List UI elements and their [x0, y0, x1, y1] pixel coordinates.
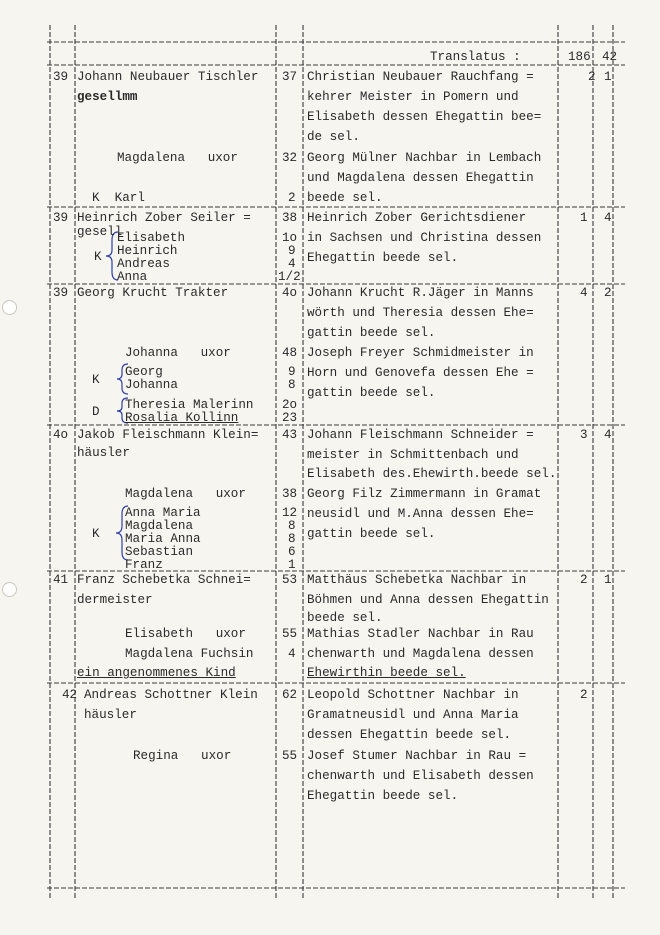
- entry-name: gesellmm: [77, 90, 138, 104]
- parents-line: dessen Ehegattin beede sel.: [307, 728, 512, 742]
- parents-line: kehrer Meister in Pomern und: [307, 90, 519, 104]
- wife-parents-line: Mathias Stadler Nachbar in Rau: [307, 627, 534, 641]
- wife-parents-line: Georg Mülner Nachbar in Lembach: [307, 151, 542, 165]
- wife-parents-line: Georg Filz Zimmermann in Gramat: [307, 487, 542, 501]
- child-name: Johanna: [125, 378, 178, 392]
- header-col-a: 186: [568, 50, 591, 64]
- entry-number: 39: [53, 286, 69, 300]
- child-name: Elisabeth: [117, 231, 186, 245]
- entry-name: Johann Neubauer Tischler: [77, 70, 259, 84]
- entry-name: dermeister: [77, 593, 153, 607]
- adopted-child-name: Magdalena Fuchsin: [125, 647, 254, 661]
- child-mark: K: [92, 373, 100, 387]
- wife-name: Johanna uxor: [125, 346, 231, 360]
- d-child-age: 23: [282, 411, 298, 425]
- wife-name: Elisabeth uxor: [125, 627, 246, 641]
- entry-number: 42: [62, 688, 78, 702]
- wife-age: 32: [282, 151, 298, 165]
- child-age: 2: [288, 191, 296, 205]
- d-child-age: 2o: [282, 398, 298, 412]
- child-line: K Karl: [92, 191, 145, 205]
- entry-number: 39: [53, 70, 69, 84]
- parents-line: Gramatneusidl und Anna Maria: [307, 708, 519, 722]
- entry-age: 43: [282, 428, 298, 442]
- parents-line: Matthäus Schebetka Nachbar in: [307, 573, 527, 587]
- wife-parents-line: und Magdalena dessen Ehegattin: [307, 171, 534, 185]
- header-col-b: 42: [602, 50, 618, 64]
- wife-age: 55: [282, 749, 298, 763]
- wife-parents-line: Ehewirthin beede sel.: [307, 666, 466, 680]
- wife-name: Regina uxor: [133, 749, 232, 763]
- parents-line: Böhmen und Anna dessen Ehegattin: [307, 593, 549, 607]
- parents-line: in Sachsen und Christina dessen: [307, 231, 542, 245]
- parents-line: Johann Krucht R.Jäger in Manns: [307, 286, 534, 300]
- value-a: 3: [580, 428, 588, 442]
- child-age: 12: [282, 506, 298, 520]
- wife-parents-line: chenwarth und Elisabeth dessen: [307, 769, 534, 783]
- d-mark: D: [92, 405, 100, 419]
- parents-line: gattin beede sel.: [307, 326, 436, 340]
- wife-parents-line: Horn und Genovefa dessen Ehe =: [307, 366, 534, 380]
- adopted-child-note: ein angenommenes Kind: [77, 666, 236, 680]
- wife-parents-line: Joseph Freyer Schmidmeister in: [307, 346, 534, 360]
- value-a: 2: [580, 573, 588, 587]
- value-a: 4: [580, 286, 588, 300]
- child-name: Maria Anna: [125, 532, 201, 546]
- value-b: 1: [604, 573, 612, 587]
- child-age: 8: [288, 519, 296, 533]
- entry-name: häusler: [77, 446, 130, 460]
- wife-name: Magdalena uxor: [125, 487, 246, 501]
- parents-line: Elisabeth dessen Ehegattin bee=: [307, 110, 542, 124]
- child-name: Magdalena: [125, 519, 194, 533]
- parents-line: beede sel.: [307, 611, 383, 625]
- child-age: 9: [288, 365, 296, 379]
- parents-line: meister in Schmittenbach und: [307, 448, 519, 462]
- child-name: Andreas: [117, 257, 170, 271]
- child-name: Heinrich: [117, 244, 178, 258]
- child-age: 1o: [282, 231, 298, 245]
- entry-name: Heinrich Zober Seiler =: [77, 211, 251, 225]
- parents-line: wörth und Theresia dessen Ehe=: [307, 306, 534, 320]
- value-b: 1: [604, 70, 612, 84]
- child-name: Franz: [125, 558, 163, 572]
- child-name: Anna: [117, 270, 148, 284]
- d-child-name: Theresia Malerinn: [125, 398, 254, 412]
- child-age: 8: [288, 378, 296, 392]
- value-b: 4: [604, 428, 612, 442]
- child-mark: K: [92, 527, 100, 541]
- value-a: 1: [580, 211, 588, 225]
- parents-line: Leopold Schottner Nachbar in: [307, 688, 519, 702]
- wife-parents-line: chenwarth und Magdalena dessen: [307, 647, 534, 661]
- value-b: 2: [604, 286, 612, 300]
- entry-age: 37: [282, 70, 298, 84]
- parents-line: Christian Neubauer Rauchfang =: [307, 70, 534, 84]
- wife-parents-line: Ehegattin beede sel.: [307, 789, 459, 803]
- wife-parents-line: beede sel.: [307, 191, 383, 205]
- entry-number: 39: [53, 211, 69, 225]
- value-a: 2: [588, 70, 596, 84]
- entry-name: häusler: [84, 708, 137, 722]
- entry-age: 53: [282, 573, 298, 587]
- wife-parents-line: Josef Stumer Nachbar in Rau =: [307, 749, 527, 763]
- child-age: 1/2: [278, 270, 301, 284]
- parents-line: Elisabeth des.Ehewirth.beede sel.: [307, 467, 557, 481]
- header-translatus: Translatus :: [430, 50, 521, 64]
- entry-name: Georg Krucht Trakter: [77, 286, 229, 300]
- entry-name: Jakob Fleischmann Klein=: [77, 428, 259, 442]
- parents-line: Ehegattin beede sel.: [307, 251, 459, 265]
- entry-number: 4o: [53, 428, 69, 442]
- entry-number: 41: [53, 573, 69, 587]
- entry-age: 4o: [282, 286, 298, 300]
- entry-name: gesell: [77, 225, 123, 239]
- adopted-child-age: 4: [288, 647, 296, 661]
- child-age: 6: [288, 545, 296, 559]
- child-age: 8: [288, 532, 296, 546]
- child-name: Anna Maria: [125, 506, 201, 520]
- child-age: 1: [288, 558, 296, 572]
- parents-line: Heinrich Zober Gerichtsdiener: [307, 211, 527, 225]
- child-mark: K: [94, 250, 102, 264]
- wife-age: 55: [282, 627, 298, 641]
- child-age: 9: [288, 244, 296, 258]
- entry-age: 38: [282, 211, 298, 225]
- wife-parents-line: gattin beede sel.: [307, 386, 436, 400]
- child-name: Sebastian: [125, 545, 194, 559]
- child-name: Georg: [125, 365, 163, 379]
- parents-line: Johann Fleischmann Schneider =: [307, 428, 534, 442]
- value-b: 4: [604, 211, 612, 225]
- entry-name: Franz Schebetka Schnei=: [77, 573, 251, 587]
- d-child-name: Rosalia Kollinn: [125, 411, 239, 425]
- wife-parents-line: neusidl und M.Anna dessen Ehe=: [307, 507, 534, 521]
- wife-age: 48: [282, 346, 298, 360]
- wife-name: Magdalena uxor: [117, 151, 238, 165]
- child-age: 4: [288, 257, 296, 271]
- value-a: 2: [580, 688, 588, 702]
- parents-line: de sel.: [307, 130, 360, 144]
- wife-age: 38: [282, 487, 298, 501]
- entry-name: Andreas Schottner Klein: [84, 688, 258, 702]
- wife-parents-line: gattin beede sel.: [307, 527, 436, 541]
- entry-age: 62: [282, 688, 298, 702]
